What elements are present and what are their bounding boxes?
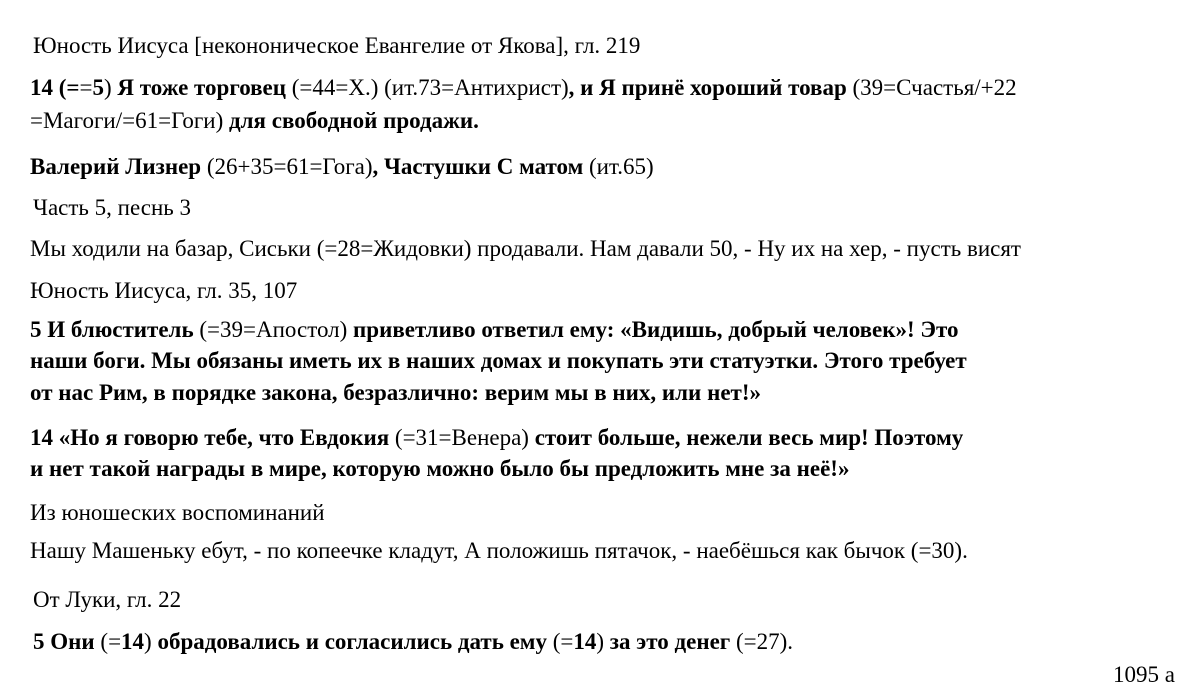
text-segment: Мы ходили на базар, Сиськи (=28=Жидовки) продавали. Нам давали 50, - Ну их на хер, - пусть висят: [30, 236, 1021, 261]
verse-14-evdokia-2: [30, 455, 849, 483]
page-number: [1113, 661, 1175, 689]
text-segment: 1095 а: [1113, 662, 1175, 687]
verse-5-keeper-2: [30, 347, 967, 375]
part-5-song-3: [33, 194, 191, 222]
heading-memories: [30, 499, 325, 527]
heading-youth-219: [33, 32, 640, 60]
text-segment: (=44=Х.) (ит.73=Антихрист): [286, 75, 569, 100]
text-segment: (ит.65): [583, 154, 654, 179]
text-segment: (26+35=61=Гога): [201, 154, 373, 179]
text-segment: от нас Рим, в порядке закона, безразлично: верим мы в них, или нет!»: [30, 380, 761, 405]
verse-14-merchant: [30, 74, 1017, 102]
text-segment: =: [79, 75, 93, 100]
text-segment: Юность Иисуса [некононическое Евангелие от Якова], гл. 219: [33, 33, 641, 58]
mashenka-verse: [30, 537, 968, 565]
text-segment: ): [104, 75, 118, 100]
text-segment: обрадовались и согласились дать ему: [157, 629, 547, 654]
text-segment: =Магоги/=61=Гоги): [30, 108, 229, 133]
verse-5-keeper-1: [30, 316, 959, 344]
text-segment: (=27).: [730, 629, 794, 654]
text-segment: 5: [92, 75, 104, 100]
bazaar-verse: [30, 235, 1021, 263]
text-segment: 5 Они: [33, 629, 95, 654]
text-segment: , и Я принё хороший товар: [568, 75, 847, 100]
text-segment: ): [596, 629, 610, 654]
author-line: [30, 153, 654, 181]
text-segment: и нет такой награды в мире, которую можно было бы предложить мне за неё!»: [30, 456, 850, 481]
text-segment: 14 (=: [30, 75, 80, 100]
text-segment: за это денег: [609, 629, 731, 654]
text-segment: ): [144, 629, 158, 654]
verse-14-merchant-cont: [30, 107, 479, 135]
text-segment: Валерий Лизнер: [30, 154, 202, 179]
verse-14-evdokia-1: [30, 424, 963, 452]
heading-luke-22: [33, 586, 181, 614]
text-segment: (=: [546, 629, 574, 654]
text-segment: приветливо ответил ему: «Видишь, добрый человек»! Это: [353, 317, 959, 342]
heading-youth-35-107: [30, 277, 297, 305]
text-segment: (=: [94, 629, 122, 654]
text-segment: стоит больше, нежели весь мир! Поэтому: [534, 425, 964, 450]
text-segment: 14 «Но я говорю тебе, что Евдокия: [30, 425, 390, 450]
text-segment: 14: [573, 629, 597, 654]
text-segment: Я тоже торговец: [117, 75, 287, 100]
text-segment: 5 И блюститель: [30, 317, 194, 342]
verse-5-keeper-3: [30, 379, 761, 407]
text-segment: От Луки, гл. 22: [33, 587, 182, 612]
text-segment: Из юношеских воспоминаний: [30, 500, 325, 525]
text-segment: Юность Иисуса, гл. 35, 107: [30, 278, 298, 303]
text-segment: наши боги. Мы обязаны иметь их в наших домах и покупать эти статуэтки. Этого требует: [30, 348, 967, 373]
text-segment: Часть 5, песнь 3: [33, 195, 192, 220]
text-segment: 14: [121, 629, 145, 654]
text-segment: (39=Счастья/+22: [846, 75, 1017, 100]
text-segment: для свободной продажи.: [229, 108, 479, 133]
text-segment: Нашу Машеньку ебут, - по копеечке кладут, А положишь пятачок, - наебёшься как бычок (=30).: [30, 538, 968, 563]
verse-5-luke: [33, 628, 793, 656]
text-segment: (=39=Апостол): [193, 317, 354, 342]
text-segment: , Частушки С матом: [372, 154, 584, 179]
text-segment: (=31=Венера): [389, 425, 535, 450]
